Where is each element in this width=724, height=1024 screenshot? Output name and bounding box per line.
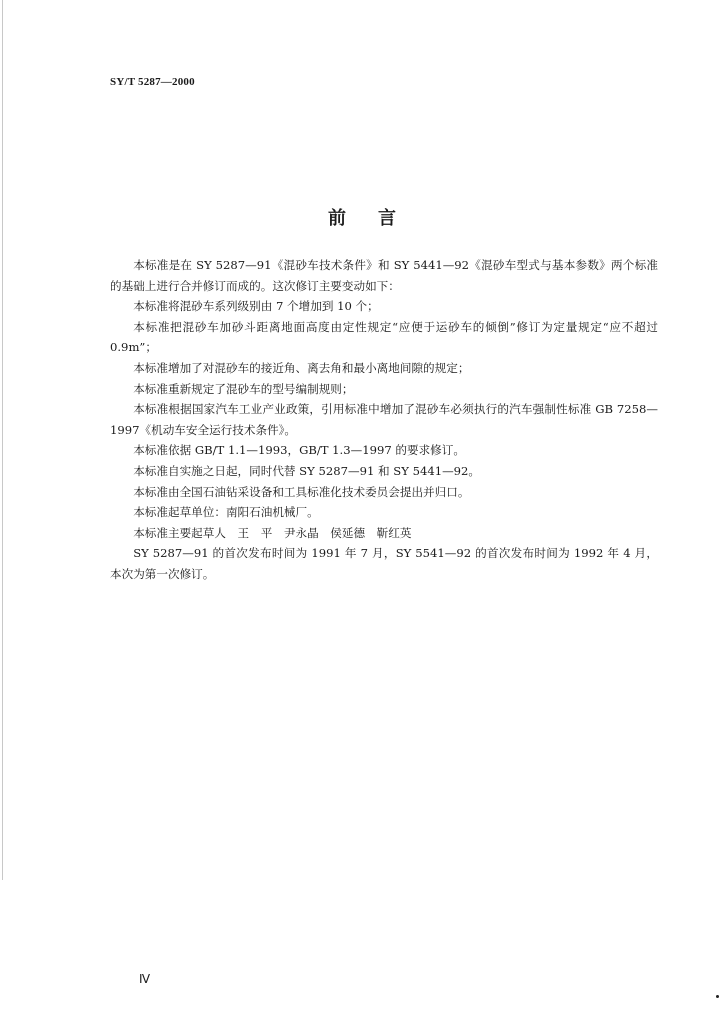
paragraph-change-4: 本标准重新规定了混砂车的型号编制规则； [133,381,354,396]
paragraph-change-1: 本标准将混砂车系列级别由 7 个增加到 10 个； [133,299,379,314]
page-number: Ⅳ [139,972,151,986]
paragraph-change-5: 本标准根据国家汽车工业产业政策，引用标准中增加了混砂车必须执行的汽车强制性标准 GB 7258—1997《机动车安全运行技术条件》。 [110,402,658,437]
title-char-2: 言 [378,208,396,229]
standard-code-header: SY/T 5287—2000 [110,76,195,88]
paragraph-change-2: 本标准把混砂车加砂斗距离地面高度由定性规定“应便于运砂车的倾倒”修订为定量规定“应不超过 0.9m”； [110,319,658,355]
paragraph-history: SY 5287—91 的首次发布时间为 1991 年 7 月，SY 5541—92 的首次发布时间为 1992 年 4 月，本次为第一次修订。 [110,546,658,581]
paragraph-drafters: 本标准主要起草人 王 平 尹永晶 侯延德 靳红英 [133,525,412,540]
title-char-1: 前 [328,208,346,229]
preface-body [110,255,658,585]
paragraph-intro: 本标准是在 SY 5287—91《混砂车技术条件》和 SY 5441—92《混砂车型式与基本参数》两个标准的基础上进行合并修订而成的。这次修订主要变动如下： [110,258,658,293]
paragraph-proposer: 本标准由全国石油钻采设备和工具标准化技术委员会提出并归口。 [133,484,470,499]
scan-edge-line [2,0,3,880]
paragraph-basis: 本标准依据 GB/T 1.1—1993，GB/T 1.3—1997 的要求修订。 [133,443,465,458]
paragraph-drafting-unit: 本标准起草单位：南阳石油机械厂。 [133,505,319,520]
paragraph-replacement: 本标准自实施之日起，同时代替 SY 5287—91 和 SY 5441—92。 [133,463,481,478]
page-title [0,204,724,230]
scan-mark [716,995,719,998]
paragraph-change-3: 本标准增加了对混砂车的接近角、离去角和最小离地间隙的规定； [133,360,470,375]
